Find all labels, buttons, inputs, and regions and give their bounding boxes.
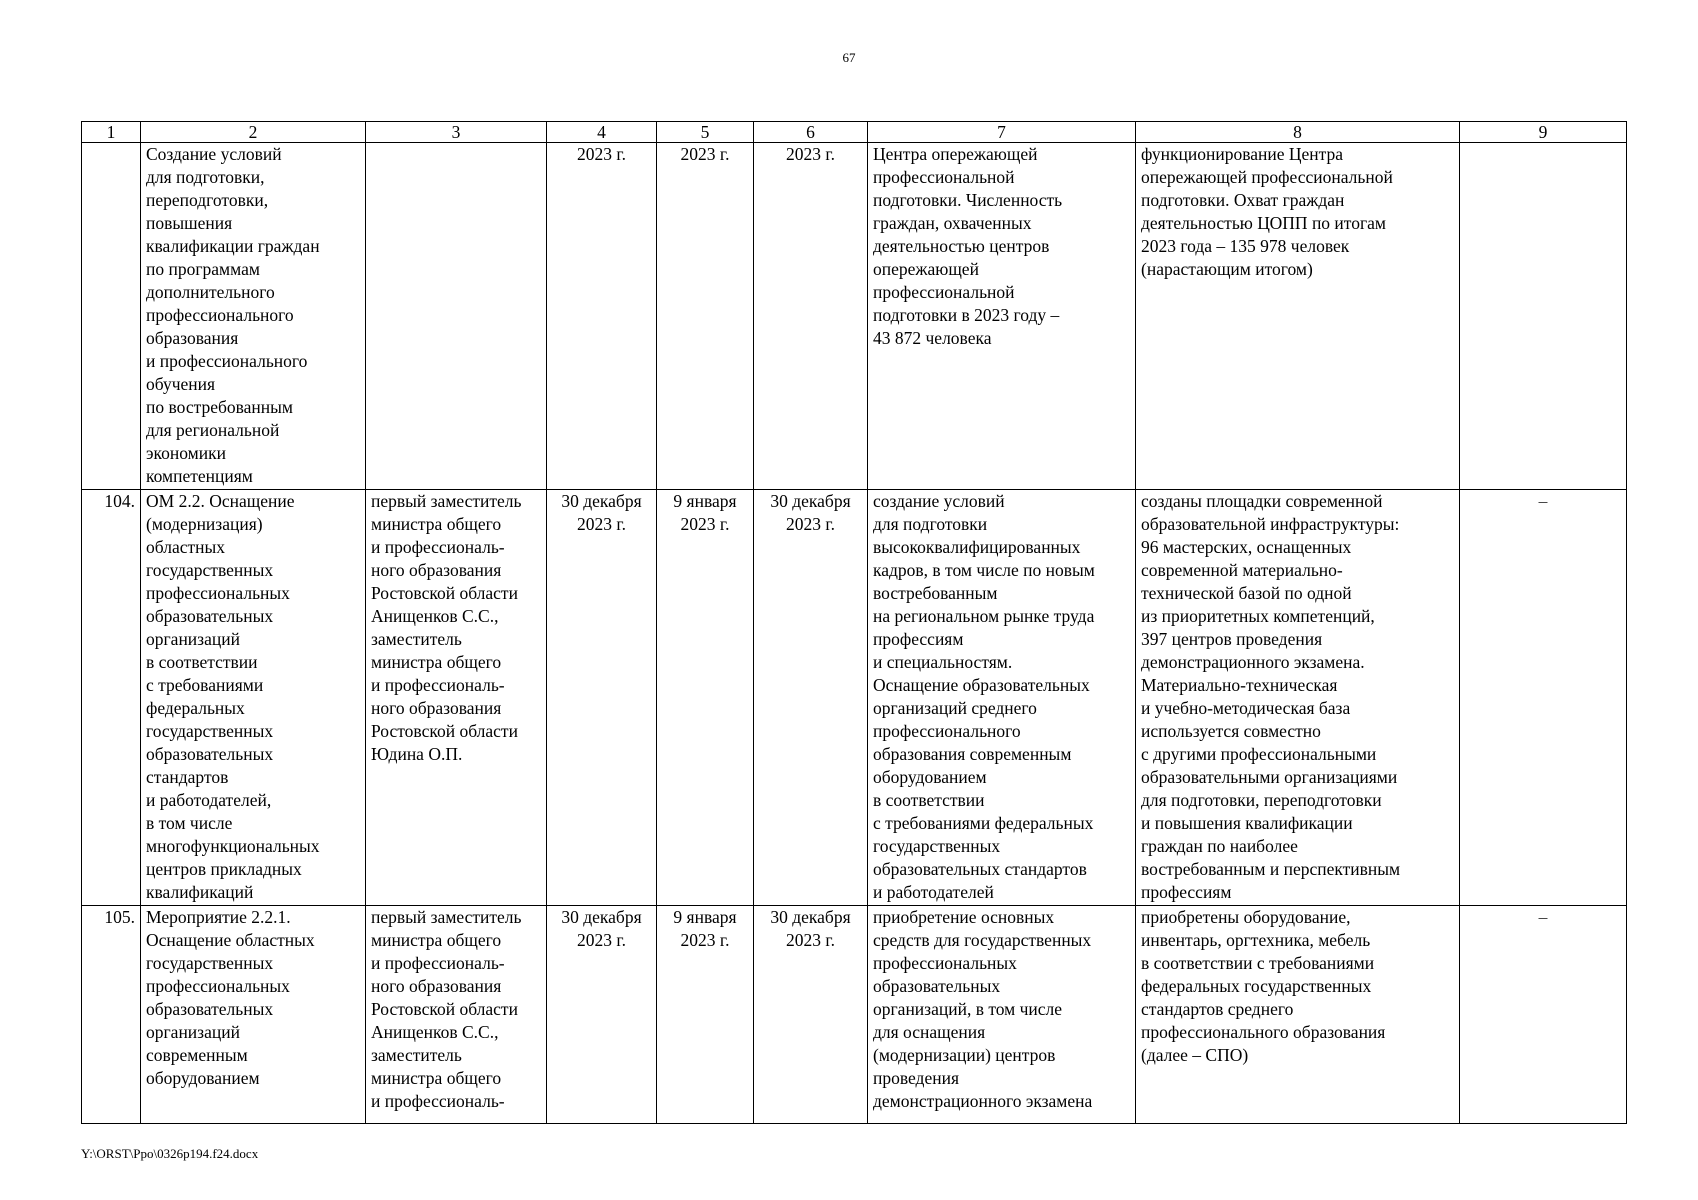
actual-result: приобретены оборудование, инвентарь, оргтехника, мебель в соответствии с требованиями федеральных государственных стандартов среднего профессионального образования (далее – СПО) <box>1136 906 1460 1124</box>
column-header: 2 <box>141 122 366 143</box>
event-name: Мероприятие 2.2.1. Оснащение областных государственных профессиональных образовательных организаций современным оборудованием <box>141 906 366 1124</box>
end-date: 9 января 2023 г. <box>657 490 754 906</box>
note: – <box>1460 490 1627 906</box>
end-date: 9 января 2023 г. <box>657 906 754 1124</box>
page-number: 67 <box>842 50 856 65</box>
responsible-person <box>366 143 547 490</box>
row-number: 104. <box>82 490 141 906</box>
column-header: 9 <box>1460 122 1627 143</box>
note <box>1460 143 1627 490</box>
column-header: 8 <box>1136 122 1460 143</box>
column-header: 4 <box>547 122 657 143</box>
note: – <box>1460 906 1627 1124</box>
expected-result: создание условий для подготовки высококвалифицированных кадров, в том числе по новым востребованным на региональном рынке труда профессиям и специальностям. Оснащение образовательных организаций среднего профессионального образования современным оборудованием в соответствии с требованиями федеральных государственных образовательных стандартов и работодателей <box>868 490 1136 906</box>
event-name: ОМ 2.2. Оснащение (модернизация) областных государственных профессиональных образовательных организаций в соответствии с требованиями федеральных государственных образовательных стандартов и работодателей, в том числе многофункциональных центров прикладных квалификаций <box>141 490 366 906</box>
responsible-person: первый заместитель министра общего и профессиональ- ного образования Ростовской области Анищенков С.С., заместитель министра общего и профессиональ- ного образования Ростовской области Юдина О.П. <box>366 490 547 906</box>
table-row <box>82 906 1627 1124</box>
planned-date: 30 декабря 2023 г. <box>754 490 868 906</box>
planned-date: 2023 г. <box>754 143 868 490</box>
start-date: 2023 г. <box>547 143 657 490</box>
event-name: Создание условий для подготовки, переподготовки, повышения квалификации граждан по программам дополнительного профессионального образования и профессионального обучения по востребованным для региональной экономики компетенциям <box>141 143 366 490</box>
expected-result: Центра опережающей профессиональной подготовки. Численность граждан, охваченных деятельностью центров опережающей профессиональной подготовки в 2023 году – 43 872 человека <box>868 143 1136 490</box>
column-header: 5 <box>657 122 754 143</box>
planned-date: 30 декабря 2023 г. <box>754 906 868 1124</box>
column-header: 6 <box>754 122 868 143</box>
row-number <box>82 143 141 490</box>
start-date: 30 декабря 2023 г. <box>547 906 657 1124</box>
column-number-row <box>82 122 1627 143</box>
report-table <box>81 121 1627 1124</box>
column-header: 1 <box>82 122 141 143</box>
start-date: 30 декабря 2023 г. <box>547 490 657 906</box>
end-date: 2023 г. <box>657 143 754 490</box>
row-number: 105. <box>82 906 141 1124</box>
responsible-person: первый заместитель министра общего и профессиональ- ного образования Ростовской области Анищенков С.С., заместитель министра общего и профессиональ- <box>366 906 547 1124</box>
column-header: 3 <box>366 122 547 143</box>
actual-result: созданы площадки современной образовательной инфраструктуры: 96 мастерских, оснащенных современной материально- технической базой по одной из приоритетных компетенций, 397 центров проведения демонстрационного экзамена. Материально-техническая и учебно-методическая база используется совместно с другими профессиональными образовательными организациями для подготовки, переподготовки и повышения квалификации граждан по наиболее востребованным и перспективным профессиям <box>1136 490 1460 906</box>
column-header: 7 <box>868 122 1136 143</box>
table-row <box>82 490 1627 906</box>
file-path-footer: Y:\ORST\Ppo\0326p194.f24.docx <box>81 1146 259 1161</box>
actual-result: функционирование Центра опережающей профессиональной подготовки. Охват граждан деятельностью ЦОПП по итогам 2023 года – 135 978 человек (нарастающим итогом) <box>1136 143 1460 490</box>
expected-result: приобретение основных средств для государственных профессиональных образовательных организаций, в том числе для оснащения (модернизации) центров проведения демонстрационного экзамена <box>868 906 1136 1124</box>
table-row <box>82 143 1627 490</box>
